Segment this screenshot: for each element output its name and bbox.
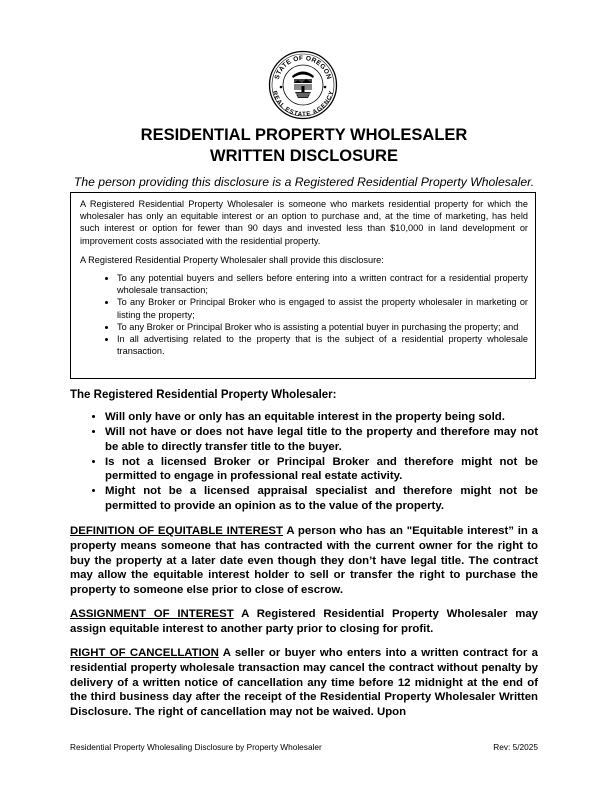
wholesaler-definition-box [70,192,536,379]
footer-revision: Rev: 5/2025 [493,742,538,752]
disclosure-recipient-item: • In all advertising related to the property that is the subject of a residential property wholesale transaction. [117,333,528,357]
disclosure-recipients-intro: A Registered Residential Property Wholesaler shall provide this disclosure: [80,254,384,265]
equitable-interest-text: A person who has an "Equitable interest” in a property means someone that has contracted with the current owner for the right to buy the property at a later date even though they don’t have legal title. The contract may allow the equitable interest holder to sell or transfer the right to purchase the property to someone else prior to close of escrow. [70,525,539,597]
document-subtitle: The person providing this disclosure is a Registered Residential Property Wholesaler. [73,175,535,189]
wholesaler-statements-list [70,410,538,514]
assignment-of-interest [70,607,538,637]
document-title-line-2: WRITTEN DISCLOSURE [210,147,398,165]
footer-document-name: Residential Property Wholesaling Disclosure by Property Wholesaler [70,742,322,752]
disclosure-recipients-list [80,272,528,357]
equitable-interest-term: DEFINITION OF EQUITABLE INTEREST [70,525,283,537]
wholesaler-statement-item: • Might not be a licensed appraisal specialist and therefore might not be permitted to provide an opinion as to the value of the property. [105,484,538,513]
seal-emblem [292,72,314,99]
wholesaler-statement-item: • Will not have or does not have legal title to the property and therefore may not be able to directly transfer title to the buyer. [105,425,538,454]
wholesaler-definition: A Registered Residential Property Wholesaler is someone who markets residential property for which the wholesaler has only an equitable interest or an option to purchase and, at the time of marketing, has held such interest or option for fewer than 90 days and invested less than $10,000 in land development or improvement costs associated with the residential property. [80,199,528,246]
assignment-term: ASSIGNMENT OF INTEREST [70,608,234,620]
cancellation-text: A seller or buyer who enters into a written contract for a residential property wholesale transaction may cancel the contract without penalty by delivery of a written notice of cancellation any time before 12 midnight at the end of the third business day after the receipt of the Residential Property Wholesaler Written Disclosure. The right of cancellation may not be waived. Upon [70,647,538,719]
disclosure-recipient-item: • To any potential buyers and sellers before entering into a written contract for a residential property wholesale transaction; [117,272,528,296]
wholesaler-statement-item: • Will only have or only has an equitable interest in the property being sold. [105,410,538,425]
disclosure-recipient-item: • To any Broker or Principal Broker who is assisting a potential buyer in purchasing the property; and [117,321,528,333]
state-seal-icon [268,50,338,120]
disclosure-recipient-item: • To any Broker or Principal Broker who is engaged to assist the property wholesaler in marketing or listing the property; [117,296,528,320]
wholesaler-statement-item: • Is not a licensed Broker or Principal Broker and therefore might not be permitted to engage in professional real estate activity. [105,455,538,484]
wholesaler-statements-heading: The Registered Residential Property Wholesaler: [70,389,337,401]
equitable-interest-definition [70,524,538,598]
seal-top-text: STATE OF OREGON [273,54,333,81]
seal-bottom-text: REAL ESTATE AGENCY [270,90,336,119]
assignment-text: A Registered Residential Property Wholesaler may assign equitable interest to another party prior to closing for profit. [70,608,538,635]
right-of-cancellation [70,646,538,720]
cancellation-term: RIGHT OF CANCELLATION [70,647,219,659]
document-title-line-1: RESIDENTIAL PROPERTY WHOLESALER [140,126,468,144]
